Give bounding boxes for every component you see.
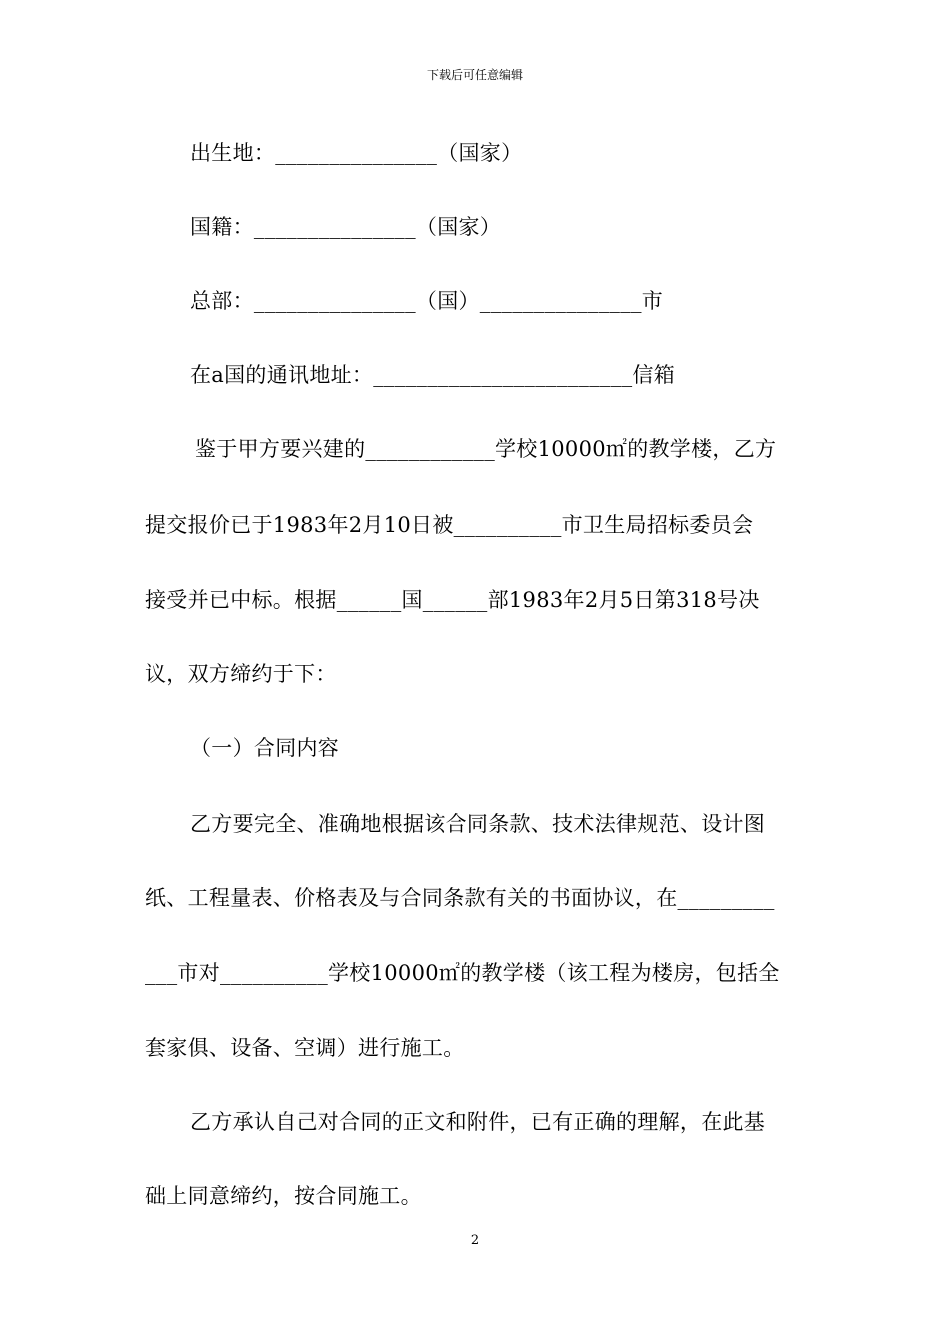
paragraph-line: 套家俱、设备、空调）进行施工。 <box>145 1036 465 1060</box>
address-line: 在a国的通讯地址：________________________信箱 <box>190 363 676 387</box>
paragraph-line: 纸、工程量表、价格表及与合同条款有关的书面协议，在_________ <box>145 886 775 910</box>
paragraph-line: 础上同意缔约，按合同施工。 <box>145 1184 422 1208</box>
nationality-line: 国籍：_______________（国家） <box>190 215 502 239</box>
page-number: 2 <box>470 1233 480 1248</box>
paragraph-line: 议，双方缔约于下： <box>145 662 337 686</box>
birthplace-line: 出生地：_______________（国家） <box>190 141 523 165</box>
headquarters-line: 总部：_______________（国）_______________市 <box>190 289 664 313</box>
paragraph-line: 乙方承认自己对合同的正文和附件，已有正确的理解，在此基 <box>190 1110 766 1134</box>
page-header: 下载后可任意编辑 <box>426 68 523 82</box>
paragraph-line: 提交报价已于1983年2月10日被__________市卫生局招标委员会 <box>145 513 754 537</box>
paragraph-line: ___市对__________学校10000㎡的教学楼（该工程为楼房，包括全 <box>145 961 780 985</box>
paragraph-line: 乙方要完全、准确地根据该合同条款、技术法律规范、设计图 <box>190 812 766 836</box>
paragraph-line: 接受并已中标。根据______国______部1983年2月5日第318号决 <box>145 588 760 612</box>
section-heading: （一）合同内容 <box>190 736 340 760</box>
paragraph-line: 鉴于甲方要兴建的____________学校10000㎡的教学楼，乙方 <box>195 437 777 461</box>
